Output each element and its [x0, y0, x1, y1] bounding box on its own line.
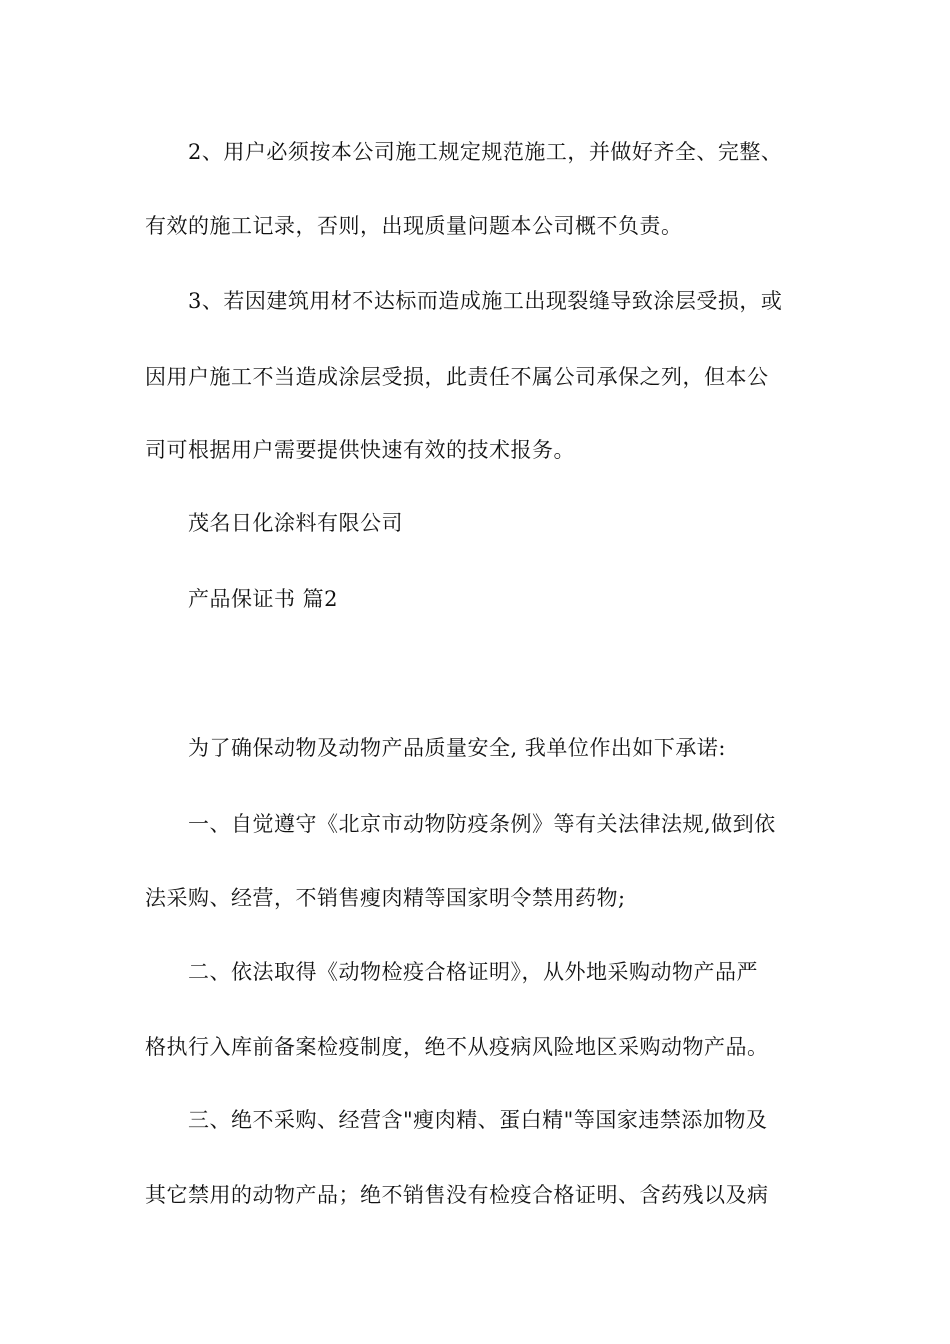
paragraph-line: 为了确保动物及动物产品质量安全, 我单位作出如下承诺: — [188, 736, 726, 760]
paragraph-line: 三、绝不采购、经营含"瘦肉精、蛋白精"等国家违禁添加物及 — [188, 1108, 768, 1132]
paragraph-line: 2、用户必须按本公司施工规定规范施工，并做好齐全、完整、 — [188, 140, 783, 164]
paragraph-line: 二、依法取得《动物检疫合格证明》，从外地采购动物产品严 — [188, 960, 758, 984]
company-name: 茂名日化涂料有限公司 — [188, 511, 403, 535]
paragraph-line: 其它禁用的动物产品；绝不销售没有检疫合格证明、含药残以及病 — [145, 1183, 769, 1207]
paragraph-line: 一、自觉遵守《北京市动物防疫条例》等有关法律法规,做到依 — [188, 812, 776, 836]
section-heading: 产品保证书 篇2 — [188, 587, 339, 611]
paragraph-line: 有效的施工记录，否则，出现质量问题本公司概不负责。 — [145, 214, 683, 238]
paragraph-line: 3、若因建筑用材不达标而造成施工出现裂缝导致涂层受损，或 — [188, 289, 783, 313]
paragraph-line: 司可根据用户需要提供快速有效的技术报务。 — [145, 438, 575, 462]
paragraph-line: 格执行入库前备案检疫制度，绝不从疫病风险地区采购动物产品。 — [145, 1035, 769, 1059]
paragraph-line: 法采购、经营，不销售瘦肉精等国家明令禁用药物; — [145, 886, 626, 910]
paragraph-line: 因用户施工不当造成涂层受损，此责任不属公司承保之列，但本公 — [145, 365, 769, 389]
